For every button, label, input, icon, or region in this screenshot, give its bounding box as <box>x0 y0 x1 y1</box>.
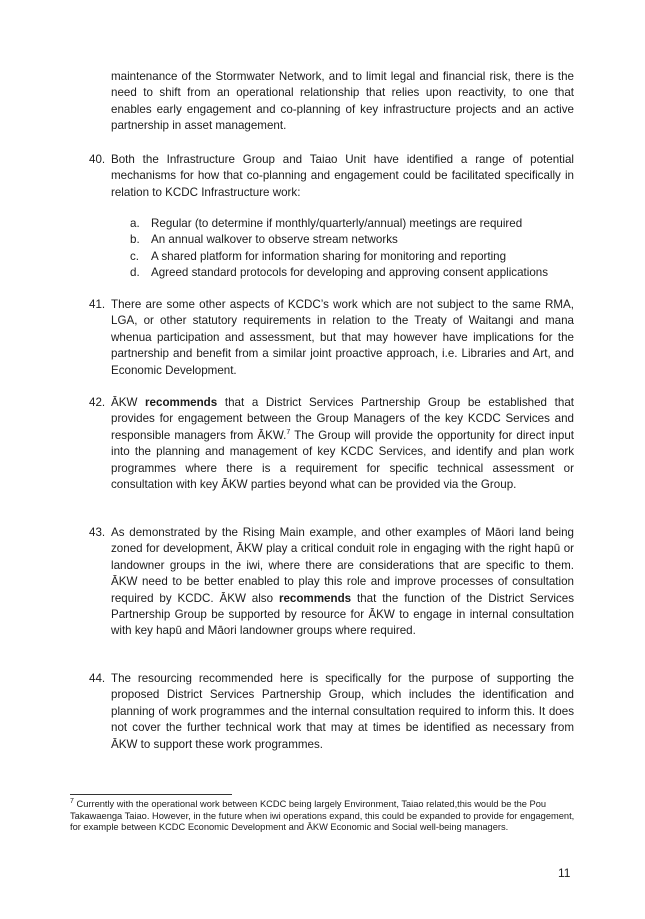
page-number: 11 <box>558 866 571 880</box>
paragraph-number-41: 41. <box>89 298 106 311</box>
paragraph-40: Both the Infrastructure Group and Taiao Unit have identified a range of potential mechanisms for how that co-planning and engagement could be facilitated specifically in relation to KCDC Infrastructure work: <box>111 153 574 199</box>
list-item-text: Regular (to determine if monthly/quarterly/annual) meetings are required <box>151 217 523 230</box>
paragraph-39-continuation: maintenance of the Stormwater Network, and to limit legal and financial risk, there is the need to shift from an operational relationship that relies upon reactivity, to one that enables early engagement and co-planning of key infrastructure projects and an active partnership in asset management. <box>111 70 574 133</box>
footnote-reference[interactable]: 7 <box>286 428 291 436</box>
footnote-marker: 7 <box>70 797 74 805</box>
list-item-text: Agreed standard protocols for developing and approving consent applications <box>151 266 549 280</box>
list-item-text: A shared platform for information sharing for monitoring and reporting <box>151 249 507 263</box>
paragraph-number-40: 40. <box>89 153 106 166</box>
paragraph-44: The resourcing recommended here is specifically for the purpose of supporting the proposed District Services Partnership Group, which includes the identification and planning of work programmes and the internal consultation required to inform this. It does not cover the further technical work that may at times be identified as necessary from ĀKW to support these work programmes. <box>111 672 574 751</box>
footnote-divider <box>70 794 232 795</box>
recommends-emphasis: recommends <box>278 591 352 605</box>
list-item-letter: a. <box>130 217 140 230</box>
paragraph-42-tail: The Group will provide the opportunity for direct input into the planning and management of key KCDC Services, and identify and plan work programmes where there is a requirement for specific technical assessment or consultation with key ĀKW parties beyond what can be provided via the Group. <box>111 428 574 492</box>
paragraph-42-mid: that a District Services Partnership Group be established that provides for engagement between the Group Managers of the key KCDC Services and responsible managers from ĀKW. <box>111 396 574 442</box>
paragraph-43 <box>111 525 574 640</box>
list-item <box>111 265 581 281</box>
paragraph-number-43: 43. <box>89 526 106 539</box>
list-item <box>111 232 581 248</box>
paragraph-41: There are some other aspects of KCDC’s work which are not subject to the same RMA, LGA, or other statutory requirements in relation to the Treaty of Waitangi and mana whenua participation and assessment, but that may however have implications for the partnership and benefit from a similar joint proactive approach, i.e. Libraries and Art, and Economic Development. <box>111 298 574 377</box>
list-item-letter: c. <box>130 249 140 263</box>
list-item-letter: d. <box>130 266 140 280</box>
paragraph-number-42: 42. <box>89 396 106 409</box>
footnote <box>70 799 576 834</box>
list-item <box>111 216 581 232</box>
list-item <box>111 249 581 265</box>
paragraph-42-lead: ĀKW <box>111 396 146 409</box>
mechanisms-list <box>111 216 581 282</box>
paragraph-42 <box>111 395 574 493</box>
list-item-text: An annual walkover to observe stream networks <box>151 233 398 247</box>
paragraph-43-tail: that the function of the District Services Partnership Group be supported by resource for ĀKW to engage in internal consultation with key hapū and Māori landowner groups where required. <box>111 591 574 638</box>
recommends-emphasis: recommends <box>145 396 218 409</box>
paragraph-43-lead: As demonstrated by the Rising Main example, and other examples of Māori land being zoned for development, ĀKW play a critical conduit role in engaging with the right hapū or landowner groups in the iwi, where there are considerations that are specific to them. ĀKW need to be better enabled to play this role and improve processes of consultation required by KCDC. ĀKW also <box>111 526 574 605</box>
paragraph-number-44: 44. <box>89 672 106 685</box>
footnote-text: Currently with the operational work between KCDC being largely Environment, Taiao related,this would be the Pou Takawaenga Taiao. However, in the future when iwi operations expand, this could be expanded to provide for engagement, for example between KCDC Economic Development and ĀKW Economic and Social well-being managers. <box>70 799 575 833</box>
list-item-letter: b. <box>130 233 140 247</box>
